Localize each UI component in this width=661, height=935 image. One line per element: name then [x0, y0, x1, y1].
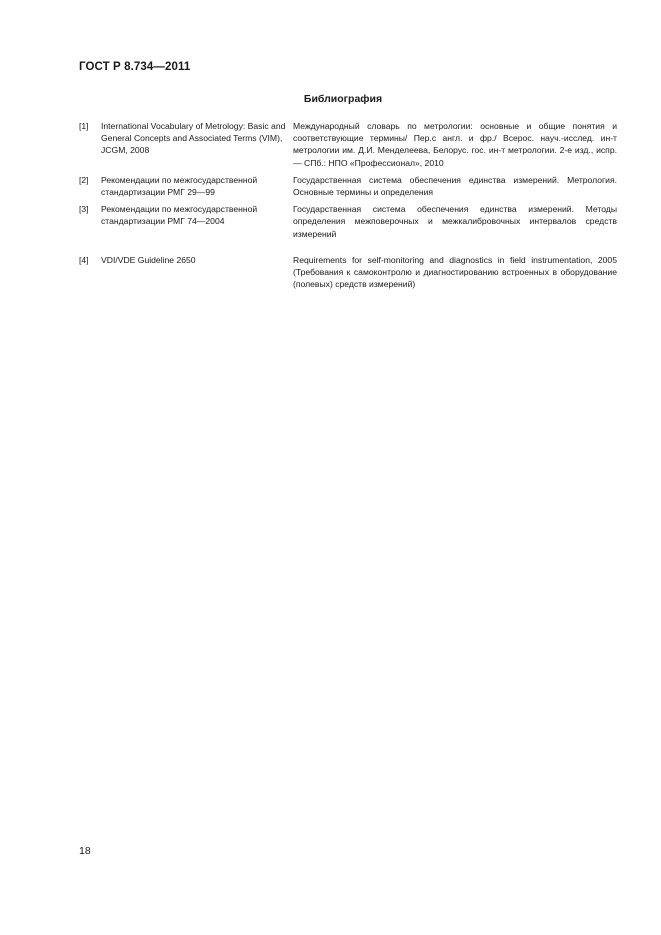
entry-description: Государственная система обеспечения единства измерений. Метрология. Основные термины и определения [293, 174, 617, 198]
entry-number: [3] [79, 204, 89, 215]
entry-number: [1] [79, 121, 89, 131]
standard-code-header: ГОСТ Р 8.734—2011 [79, 61, 191, 73]
entry-source: Рекомендации по межгосударственной стандартизации РМГ 29—99 [101, 174, 258, 198]
section-title: Библиография [303, 93, 383, 105]
bibliography-list [79, 120, 617, 295]
bibliography-entry-3 [79, 203, 617, 240]
bibliography-entry-4 [79, 254, 617, 291]
bibliography-entry-2 [79, 174, 617, 198]
entry-description: Государственная система обеспечения единства измерений. Методы определения межповерочных и межкалибровочных интервалов средств измерений [293, 204, 617, 239]
entry-source: VDI/VDE Guideline 2650 [101, 254, 196, 265]
entry-number: [4] [79, 254, 89, 265]
bibliography-entry-1 [79, 120, 617, 169]
entry-number: [2] [79, 174, 89, 185]
entry-source: International Vocabulary of Metrology: Basic and General Concepts and Associated Terms (VIM), JCGM, 2008 [101, 121, 286, 156]
entry-source: Рекомендации по межгосударственной стандартизации РМГ 74—2004 [101, 204, 258, 227]
page-number: 18 [79, 845, 91, 857]
entry-description: Международный словарь по метрологии: основные и общие понятия и соответствующие термины/ Пер.с англ. и фр./ Всерос. науч.-исслед. ин-т метрологии им. Д.И. Менделеева, Белорус. гос. ин-т метрологии. 2-е изд., испр. — СПб.: НПО «Профессионал», 2010 [293, 121, 617, 168]
entry-description: Requirements for self-monitoring and diagnostics in field instrumentation, 2005 (Требования к самоконтролю и диагностированию встроенных в оборудование (полевых) средств измерений) [293, 254, 617, 290]
